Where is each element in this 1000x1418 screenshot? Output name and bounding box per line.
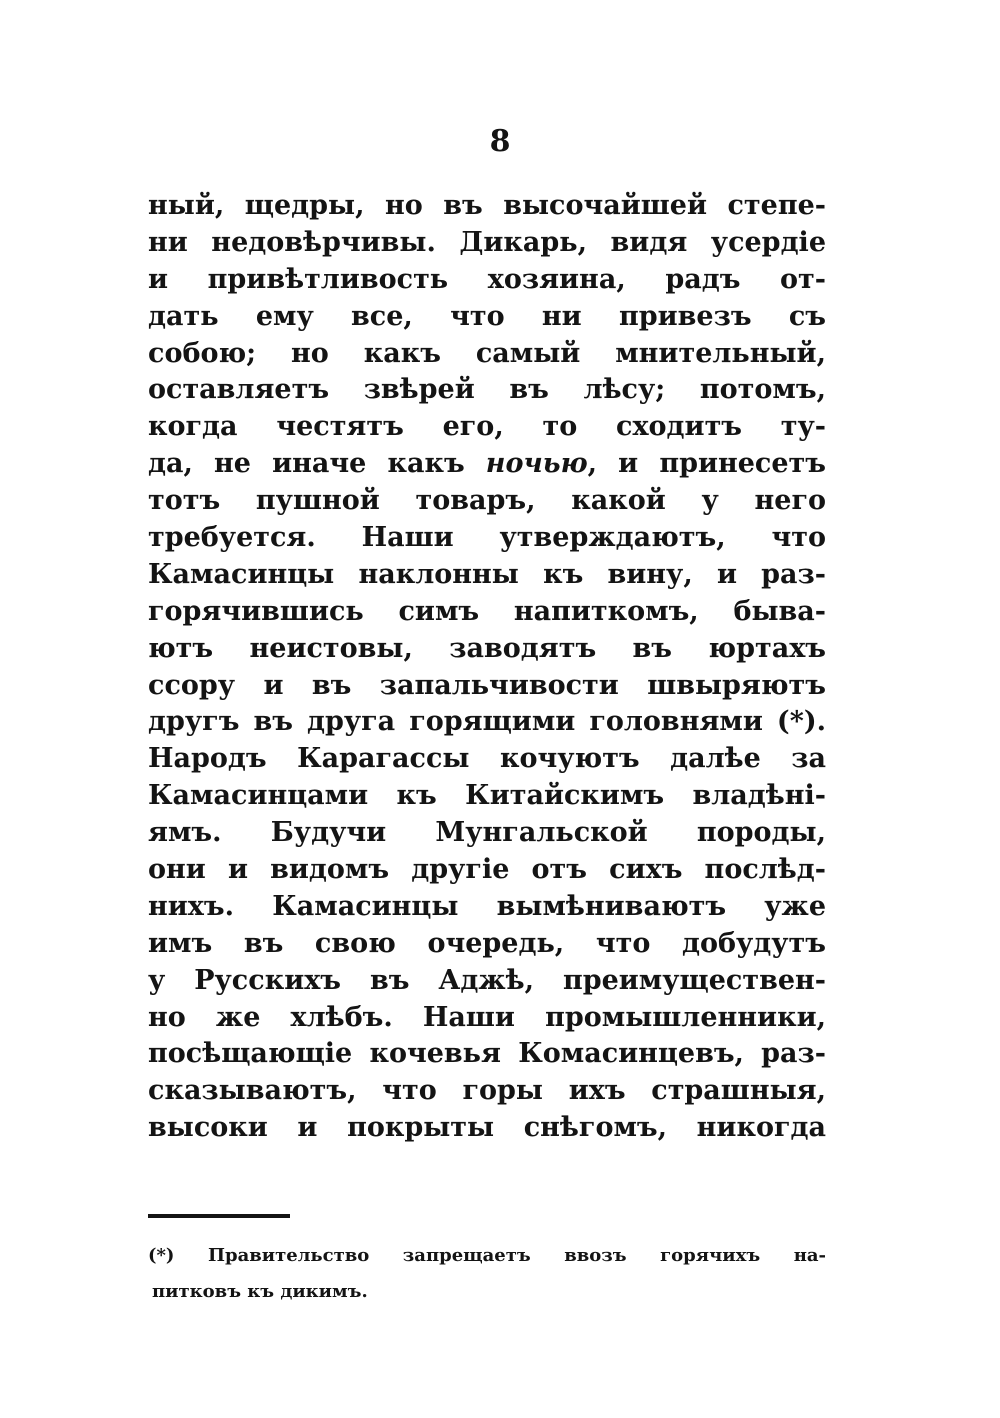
text-line-10: требуется. Наши утверждаютъ, что (148, 522, 826, 554)
text-line-18: ямъ. Будучи Мунгальской породы, (148, 817, 826, 849)
text-line-8-start: да, не иначе какъ (148, 448, 486, 480)
footnote-line-2: питковъ къ дикимъ. (152, 1281, 368, 1302)
text-line-24: посѣщающіе кочевья Комасинцевъ, раз- (148, 1038, 826, 1070)
footnote-line-1: (*) Правительство запрещаетъ ввозъ горячихъ на- (148, 1245, 826, 1266)
text-line-14: ссору и въ запальчивости швыряютъ (148, 669, 826, 701)
text-line-25: сказываютъ, что горы ихъ страшныя, (148, 1075, 826, 1107)
text-line-8 (148, 446, 826, 483)
text-line-7: когда честятъ его, то сходитъ ту- (148, 411, 826, 443)
text-line-13: ютъ неистовы, заводятъ въ юртахъ (148, 632, 826, 664)
body-text (148, 188, 826, 1147)
text-line-26: высоки и покрыты снѣгомъ, никогда (148, 1112, 826, 1144)
text-line-20: нихъ. Камасинцы вымѣниваютъ уже (148, 890, 826, 922)
text-line-5: собою; но какъ самый мнительный, (148, 337, 826, 369)
text-line-12: горячившись симъ напиткомъ, быва- (148, 595, 826, 627)
text-line-9: тотъ пушной товаръ, какой у него (148, 485, 826, 517)
text-line-6: оставляетъ звѣрей въ лѣсу; потомъ, (148, 374, 826, 406)
text-line-3: и привѣтливость хозяина, радъ от- (148, 263, 826, 295)
text-line-1: ный, щедры, но въ высочайшей степе- (148, 190, 826, 221)
text-line-4: дать ему все, что ни привезъ съ (148, 300, 826, 332)
text-line-15: другъ въ друга горящими головнями (*). (148, 706, 826, 738)
footnote-rule (148, 1214, 290, 1218)
text-line-17: Камасинцами къ Китайскимъ владѣні- (148, 780, 826, 812)
text-line-19: они и видомъ другіе отъ сихъ послѣд- (148, 854, 826, 886)
text-line-8-end: , и принесетъ (587, 448, 826, 480)
text-line-22: у Русскихъ въ Аджѣ, преимуществен- (148, 964, 826, 996)
text-line-11: Камасинцы наклонны къ вину, и раз- (148, 558, 826, 590)
italic-word: ночью (485, 448, 588, 480)
text-line-2: ни недовѣрчивы. Дикарь, видя усердіе (148, 226, 826, 258)
text-line-16: Народъ Карагассы кочуютъ далѣе за (148, 743, 826, 775)
page-number: 8 (489, 124, 511, 159)
text-line-23: но же хлѣбъ. Наши промышленники, (148, 1001, 826, 1033)
text-line-21: имъ въ свою очередь, что добудутъ (148, 927, 826, 959)
footnote (148, 1238, 826, 1310)
